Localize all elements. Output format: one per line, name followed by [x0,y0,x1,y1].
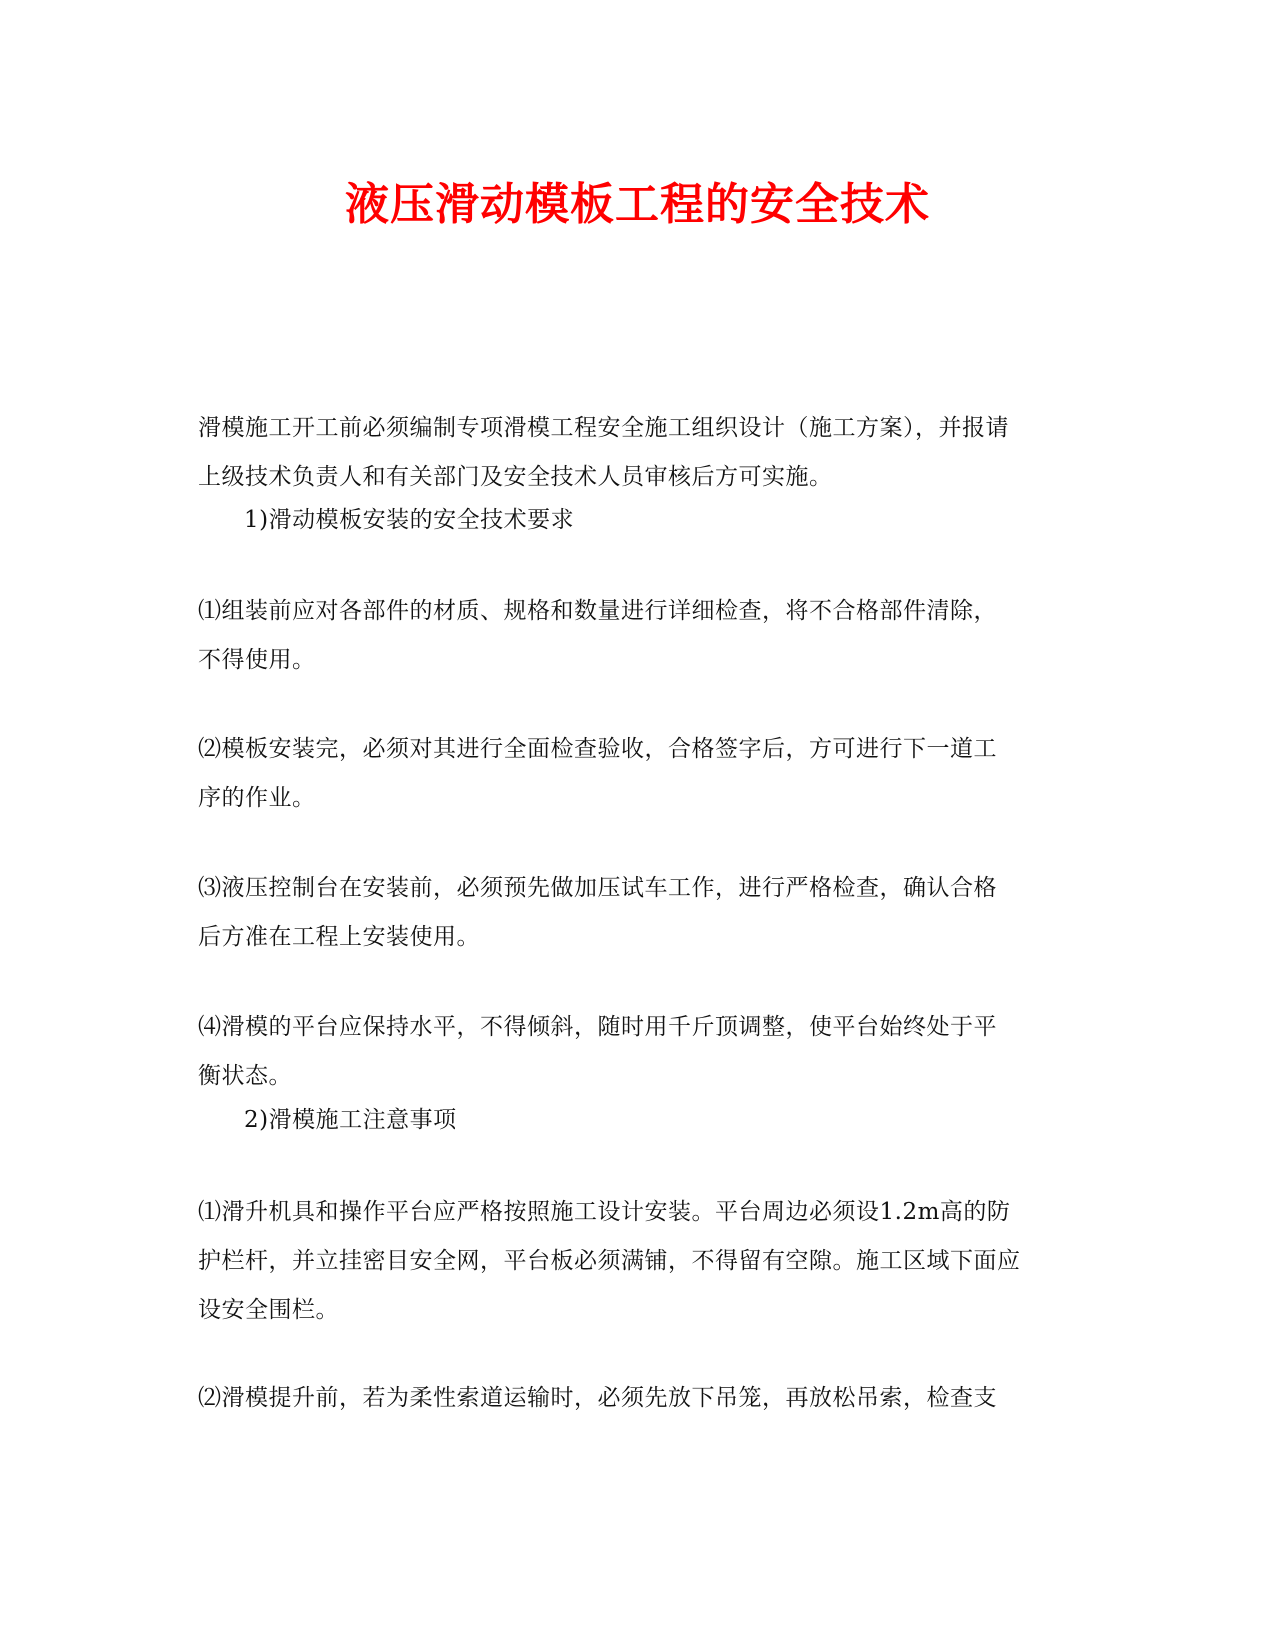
section-heading: 2)滑模施工注意事项 [244,1107,457,1133]
list-item-line: ⑵滑模提升前，若为柔性索道运输时，必须先放下吊笼，再放松吊索，检查支 [198,1385,997,1411]
list-item-line: 设安全围栏。 [198,1297,339,1323]
intro-paragraph [198,404,1078,502]
list-item [198,864,1078,962]
list-item-line: ⑴组装前应对各部件的材质、规格和数量进行详细检查，将不合格部件清除， [198,598,997,624]
list-item-line: ⑴滑升机具和操作平台应严格按照施工设计安装。平台周边必须设1.2m高的防 [198,1199,1011,1225]
list-item-line: 衡状态。 [198,1063,292,1089]
list-item-line: ⑶液压控制台在安装前，必须预先做加压试车工作，进行严格检查，确认合格 [198,875,997,901]
list-item-line: ⑵模板安装完，必须对其进行全面检查验收，合格签字后，方可进行下一道工 [198,736,997,762]
section-heading: 1)滑动模板安装的安全技术要求 [244,507,575,533]
list-item [198,1003,1078,1101]
list-item [198,587,1078,685]
list-item-line: 后方准在工程上安装使用。 [198,924,480,950]
list-item-line: ⑷滑模的平台应保持水平，不得倾斜，随时用千斤顶调整，使平台始终处于平 [198,1014,997,1040]
intro-line: 滑模施工开工前必须编制专项滑模工程安全施工组织设计（施工方案），并报请 [198,415,1009,441]
document-title: 液压滑动模板工程的安全技术 [345,179,930,230]
intro-line: 上级技术负责人和有关部门及安全技术人员审核后方可实施。 [198,464,833,490]
list-item-line: 不得使用。 [198,647,316,673]
list-item [198,1188,1078,1335]
list-item [198,725,1078,823]
list-item-line: 护栏杆，并立挂密目安全网，平台板必须满铺，不得留有空隙。施工区域下面应 [198,1248,1021,1274]
list-item-line: 序的作业。 [198,785,316,811]
list-item [198,1374,1078,1423]
